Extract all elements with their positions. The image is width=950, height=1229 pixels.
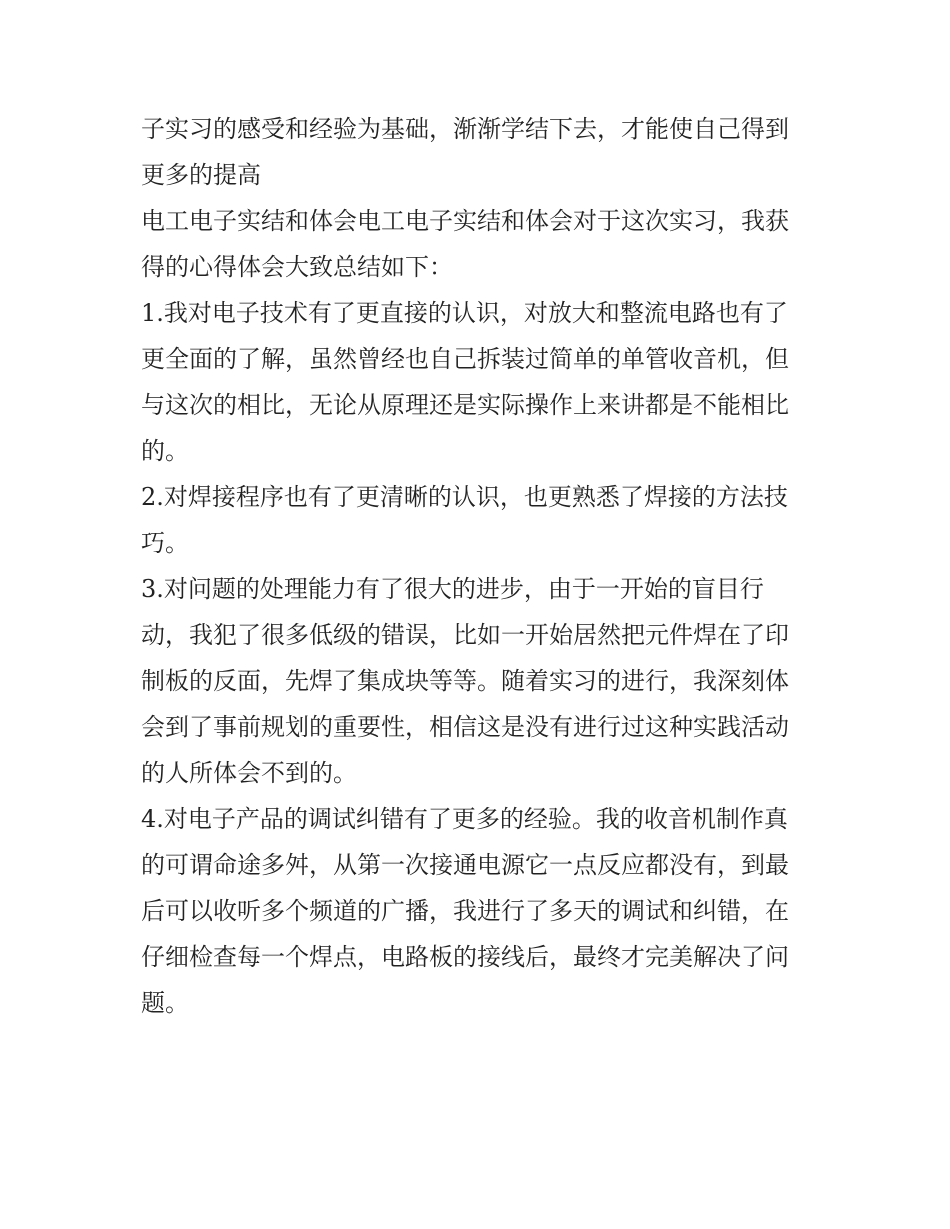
text-line: 巧。 <box>141 529 189 557</box>
text-line: 后可以收听多个频道的广播，我进行了多天的调试和纠错，在 <box>141 897 789 925</box>
text-line: 子实习的感受和经验为基础，渐渐学结下去，才能使自己得到 <box>141 115 789 143</box>
document-body <box>141 106 821 1026</box>
text-line: 4.对电子产品的调试纠错有了更多的经验。我的收音机制作真 <box>141 805 788 833</box>
text-line: 与这次的相比，无论从原理还是实际操作上来讲都是不能相比 <box>141 391 789 419</box>
text-line: 仔细检查每一个焊点，电路板的接线后，最终才完美解决了问 <box>141 943 789 971</box>
text-line: 2.对焊接程序也有了更清晰的认识，也更熟悉了焊接的方法技 <box>141 483 788 511</box>
text-line: 更全面的了解，虽然曾经也自己拆装过简单的单管收音机，但 <box>141 345 789 373</box>
text-line: 更多的提高 <box>141 161 261 189</box>
text-line: 动，我犯了很多低级的错误，比如一开始居然把元件焊在了印 <box>141 621 789 649</box>
text-line: 会到了事前规划的重要性，相信这是没有进行过这种实践活动 <box>141 713 789 741</box>
text-line: 的人所体会不到的。 <box>141 759 357 787</box>
text-line: 题。 <box>141 989 189 1017</box>
text-line: 3.对问题的处理能力有了很大的进步，由于一开始的盲目行 <box>141 575 764 603</box>
text-line: 电工电子实结和体会电工电子实结和体会对于这次实习，我获 <box>141 207 789 235</box>
text-line: 1.我对电子技术有了更直接的认识，对放大和整流电路也有了 <box>141 299 788 327</box>
text-line: 的可谓命途多舛，从第一次接通电源它一点反应都没有，到最 <box>141 851 789 879</box>
text-line: 得的心得体会大致总结如下： <box>141 253 453 281</box>
text-line: 的。 <box>141 437 189 465</box>
text-line: 制板的反面，先焊了集成块等等。随着实习的进行，我深刻体 <box>141 667 789 695</box>
